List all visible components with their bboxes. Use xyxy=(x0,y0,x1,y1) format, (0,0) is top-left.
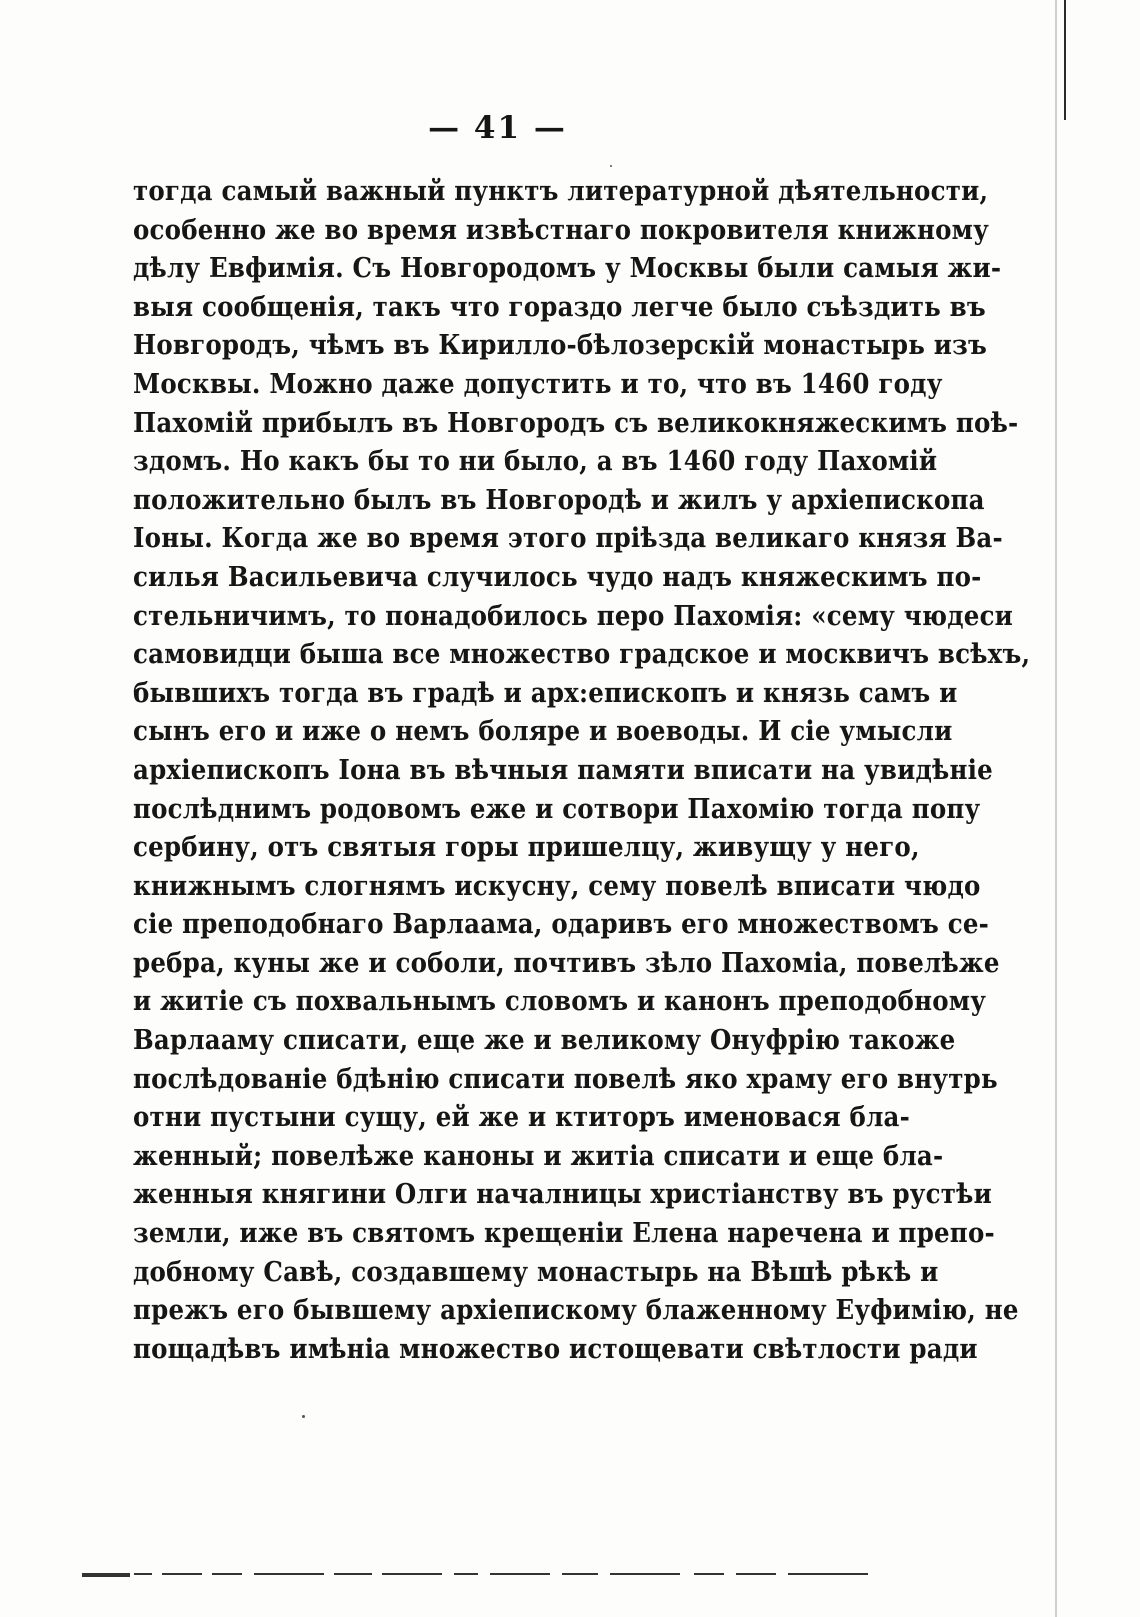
rule-segment xyxy=(454,1573,478,1575)
rule-segment xyxy=(382,1573,442,1575)
text-line: архіепископъ Іона въ вѣчныя памяти вписати на увидѣніе xyxy=(133,753,993,786)
scan-speck xyxy=(302,1415,305,1418)
text-line: силья Васильевича случилось чудо надъ княжескимъ по- xyxy=(133,560,982,593)
rule-segment xyxy=(788,1573,868,1575)
text-line: земли, иже въ святомъ крещеніи Елена наречена и препо- xyxy=(133,1216,995,1249)
text-line: самовидци быша все множество градское и москвичъ всѣхъ, xyxy=(133,637,1031,670)
text-line: особенно же во время извѣстнаго покровителя книжному xyxy=(133,212,989,246)
text-line: и житіе съ похвальнымъ словомъ и канонъ преподобному xyxy=(133,984,987,1018)
text-line: послѣднимъ родовомъ еже и сотвори Пахомію тогда попу xyxy=(133,791,981,825)
text-line: Москвы. Можно даже допустить и то, что въ 1460 году xyxy=(133,367,943,400)
text-line: стельничимъ, то понадобилось перо Пахомія: «сему чюдеси xyxy=(133,598,1014,632)
rule-segment xyxy=(134,1573,152,1575)
page-edge-mark xyxy=(1064,0,1066,120)
text-line: ребра, куны же и соболи, почтивъ зѣло Пахоміа, повелѣже xyxy=(133,946,1000,979)
text-line: Новгородъ, чѣмъ въ Кирилло-бѣлозерскій монастырь изъ xyxy=(133,328,987,362)
text-line: Пахомій прибылъ въ Новгородъ съ великокняжескимъ поѣ- xyxy=(133,405,1019,439)
text-line: женный; повелѣже каноны и житіа списати и еще бла- xyxy=(133,1139,944,1172)
page-number: — 41 — xyxy=(428,110,567,146)
text-line: добному Савѣ, создавшему монастырь на Вѣшѣ рѣкѣ и xyxy=(133,1254,939,1288)
text-line: выя сообщенія, такъ что гораздо легче было съѣздить въ xyxy=(133,289,986,323)
text-line: женныя княгини Олги началницы христіанству въ рустѣи xyxy=(133,1177,992,1211)
rule-segment xyxy=(212,1573,242,1575)
rule-segment xyxy=(254,1573,324,1575)
body-text xyxy=(133,172,1031,1368)
text-line: положительно былъ въ Новгородѣ и жилъ у архіепископа xyxy=(133,482,985,516)
rule-segment xyxy=(334,1573,372,1575)
text-line: дѣлу Евфимія. Съ Новгородомъ у Москвы были самыя жи- xyxy=(133,251,1002,284)
text-line: прежъ его бывшему архіепискому блаженному Еуфимію, не xyxy=(133,1293,1019,1326)
text-line: книжнымъ слогнямъ искусну, сему повелѣ вписати чюдо xyxy=(133,868,981,902)
text-line: сіе преподобнаго Варлаама, одаривъ его множествомъ се- xyxy=(133,907,990,940)
text-line: сербину, отъ святыя горы пришелцу, живущу у него, xyxy=(133,830,920,863)
text-line: сынъ его и иже о немъ боляре и воеводы. И сіе умысли xyxy=(133,714,953,747)
page-edge-shadow xyxy=(1055,0,1057,1617)
bottom-scan-rule xyxy=(82,1573,872,1579)
text-line: здомъ. Но какъ бы то ни было, а въ 1460 году Пахомій xyxy=(133,444,938,477)
rule-segment xyxy=(82,1573,130,1577)
rule-segment xyxy=(610,1573,680,1575)
rule-segment xyxy=(162,1573,202,1575)
scan-speck xyxy=(610,165,612,167)
text-line: Іоны. Когда же во время этого пріѣзда великаго князя Ва- xyxy=(133,521,1003,554)
rule-segment xyxy=(562,1573,598,1575)
rule-segment xyxy=(736,1573,776,1575)
text-line: послѣдованіе бдѣнію списати повелѣ яко храму его внутрь xyxy=(133,1061,998,1095)
rule-segment xyxy=(490,1573,550,1575)
text-line: бывшихъ тогда въ градѣ и арх:епископъ и князь самъ и xyxy=(133,675,958,709)
text-line: тогда самый важный пунктъ литературной дѣятельности, xyxy=(133,174,989,207)
text-line: Варлааму списати, еще же и великому Онуфрію такоже xyxy=(133,1023,956,1056)
text-line: отни пустыни сущу, ей же и ктиторъ именовася бла- xyxy=(133,1100,911,1133)
rule-segment xyxy=(694,1573,724,1575)
text-line: пощадѣвъ имѣніа множество истощевати свѣтлости ради xyxy=(133,1331,978,1365)
